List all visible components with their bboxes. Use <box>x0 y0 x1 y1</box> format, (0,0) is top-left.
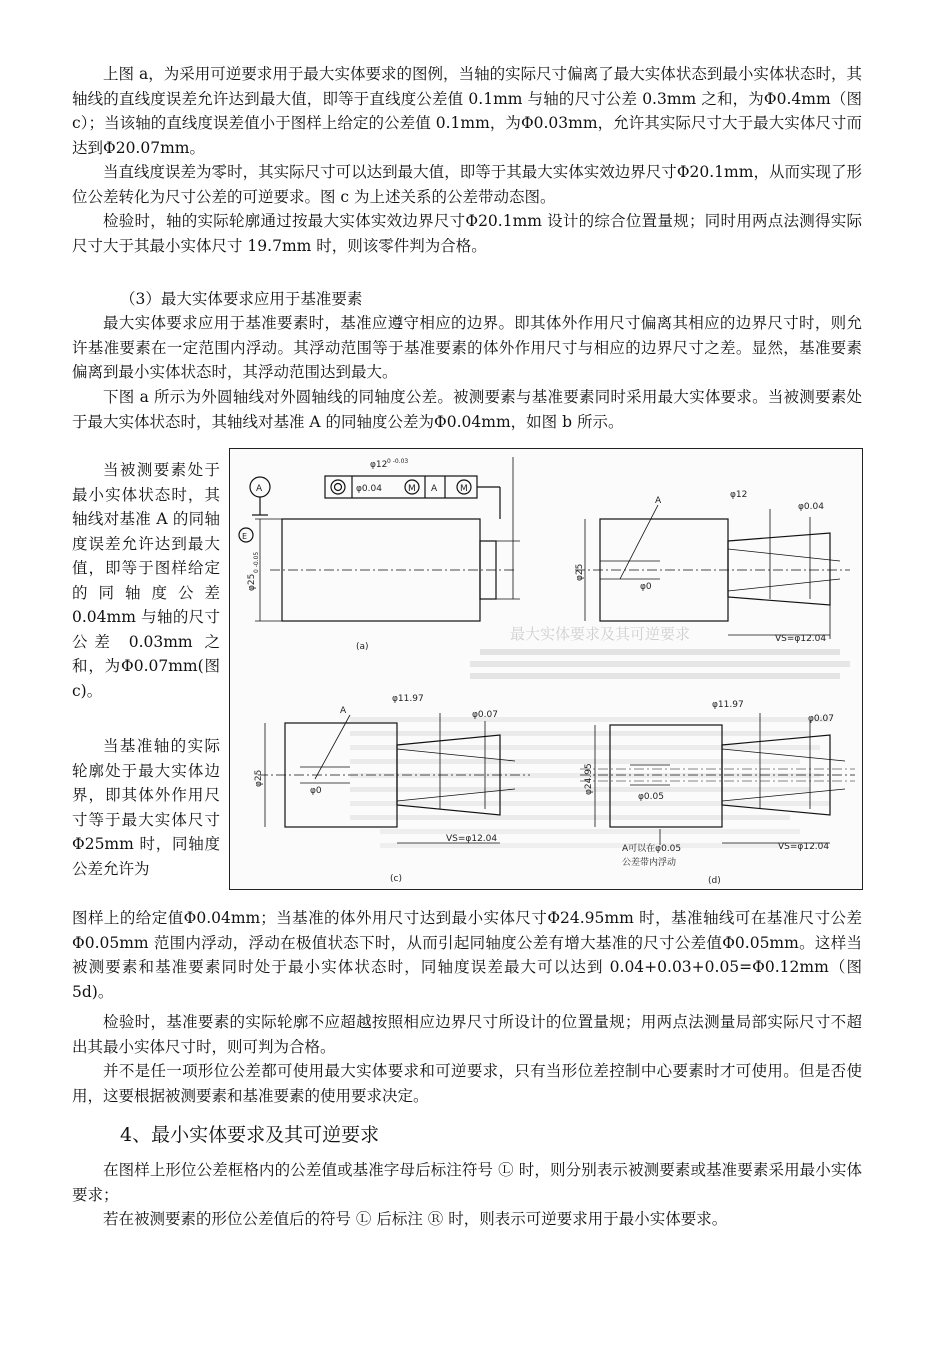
caption-a: (a) <box>356 642 369 652</box>
figure-b-drawing <box>575 505 850 639</box>
envelope-e-mark: E <box>242 532 248 541</box>
d-phi007: φ0.07 <box>808 714 834 724</box>
paragraph-coaxiality-continuation: 图样上的给定值Φ0.04mm；当基准的体外用尺寸达到最小实体尺寸Φ24.95mm 时，基准轴线可在基准尺寸公差Φ0.05mm 范围内浮动，浮动在极值状态下时，从而引起同轴度公差有增大基准的尺寸公差值Φ0.05mm。这样当被测要素和基准要素同时处于最小实体状态时，同轴度误差最大可以达到 0.04+0.03+0.05=Φ0.12mm（图 5d)。 <box>72 909 862 1001</box>
frame-datum-mmc-modifier: M <box>460 484 468 494</box>
b-phi004: φ0.04 <box>798 502 824 512</box>
paragraph-datum-boundary: 最大实体要求应用于基准要素时，基准应遵守相应的边界。即其体外作用尺寸偏离其相应的边界尺寸时，则允许基准要素在一定范围内浮动。其浮动范围等于基准要素的体外作用尺寸与相应的边界尺寸之差。显然，基准要素偏离到最小实体状态时，其浮动范围达到最大。 <box>72 314 862 381</box>
b-phi0: φ0 <box>640 582 652 592</box>
b-phi12: φ12 <box>730 490 748 500</box>
paragraph-zero-straightness: 当直线度误差为零时，其实际尺寸可以达到最大值，即等于其最大实体实效边界尺寸Φ20.1mm，从而实现了形位公差转化为尺寸公差的可逆要求。图 c 为上述关系的公差带动态图。 <box>72 163 862 206</box>
dim-large-tolerance: 0 -0.05 <box>253 551 260 573</box>
dim-small-diameter: φ12 <box>370 460 388 470</box>
paragraph-coaxiality-intro: 下图 a 所示为外圆轴线对外圆轴线的同轴度公差。被测要素与基准要素同时采用最大实体要求。当被测要素处于最大实体状态时，其轴线对基准 A 的同轴度公差为Φ0.04mm，如图 b 所示。 <box>72 388 862 431</box>
b-axis-label: A <box>655 496 662 506</box>
c-phi0: φ0 <box>310 786 322 796</box>
dim-small-tolerance: 0 -0.03 <box>387 458 409 465</box>
paragraph-lmc-reversible: 若在被测要素的形位公差值后的符号 Ⓛ 后标注 Ⓡ 时，则表示可逆要求用于最小实体要求。 <box>103 1210 728 1228</box>
paragraph-reversible-mmc-example: 上图 a，为采用可逆要求用于最大实体要求的图例，当轴的实际尺寸偏离了最大实体状态到最小实体状态时，其轴线的直线度误差允许达到最大值，即等于直线度公差值 0.1mm 与轴的尺寸公差 0.3mm 之和，为Φ0.4mm（图 c）；当该轴的直线度误差值小于图样上给定的公差值 0.1mm，为Φ0.03mm，允许其实际尺寸大于最大实体尺寸而达到Φ20.07mm。 <box>72 65 862 157</box>
figure-a-drawing <box>239 457 520 621</box>
bleed-through-texture <box>350 625 850 848</box>
c-phi25: φ25 <box>254 769 264 787</box>
coaxiality-figure <box>229 448 863 890</box>
feature-control-frame <box>325 476 477 498</box>
c-phi1197: φ11.97 <box>392 694 424 704</box>
dim-large-diameter: φ25 <box>247 573 257 591</box>
section-heading-datum-mmc: （3）最大实体要求应用于基准要素 <box>120 290 363 308</box>
side-paragraph-datum-boundary: 当基准轴的实际轮廓处于最大实体边界，即其体外作用尺寸等于最大实体尺寸Φ25mm 时，同轴度公差允许为 <box>72 737 220 878</box>
d-phi2495: φ24.95 <box>584 763 594 795</box>
c-phi007: φ0.07 <box>472 710 498 720</box>
paragraph-lmc-symbol: 在图样上形位公差框格内的公差值或基准字母后标注符号 Ⓛ 时，则分别表示被测要素或基准要素采用最小实体要求； <box>72 1161 862 1204</box>
d-phi005: φ0.05 <box>638 792 664 802</box>
frame-mmc-modifier: M <box>408 484 416 494</box>
d-float-note-2: 公差带内浮动 <box>622 858 677 868</box>
datum-letter-a: A <box>256 484 263 494</box>
frame-datum-letter: A <box>431 484 438 494</box>
side-paragraph-lmc-state: 当被测要素处于最小实体状态时，其轴线对基准 A 的同轴度误差允许达到最大值，即等于图样给定的同轴度公差 0.04mm 与轴的尺寸公差 0.03mm 之和，为Φ0.07mm(图 c)。 <box>72 461 220 700</box>
paragraph-inspection-2: 检验时，基准要素的实际轮廓不应超越按照相应边界尺寸所设计的位置量规；用两点法测量局部实际尺寸不超出其最小实体尺寸时，则可判为合格。 <box>72 1013 862 1056</box>
d-phi1197: φ11.97 <box>712 700 744 710</box>
caption-c: (c) <box>390 874 402 884</box>
caption-d: (d) <box>708 876 721 886</box>
paragraph-usage-note: 并不是任一项形位公差都可使用最大实体要求和可逆要求，只有当形位差控制中心要素时才可使用。但是否使用，这要根据被测要素和基准要素的使用要求决定。 <box>72 1062 862 1105</box>
svg-text:最大实体要求及其可逆要求: 最大实体要求及其可逆要求 <box>510 625 691 643</box>
c-virtual-size: VS=φ12.04 <box>446 834 498 844</box>
c-axis-label: A <box>340 706 347 716</box>
paragraph-inspection-1: 检验时，轴的实际轮廓通过按最大实体实效边界尺寸Φ20.1mm 设计的综合位置量规；同时用两点法测得实际尺寸大于其最小实体尺寸 19.7mm 时，则该零件判为合格。 <box>72 212 862 255</box>
b-phi25: φ25 <box>575 563 585 581</box>
d-float-note-1: A可以在φ0.05 <box>622 844 682 854</box>
d-virtual-size: VS=φ12.04 <box>778 842 830 852</box>
b-virtual-size: VS=φ12.04 <box>775 634 827 644</box>
frame-tolerance-value: φ0.04 <box>356 484 382 494</box>
section-heading-lmc: 4、最小实体要求及其可逆要求 <box>120 1124 380 1146</box>
